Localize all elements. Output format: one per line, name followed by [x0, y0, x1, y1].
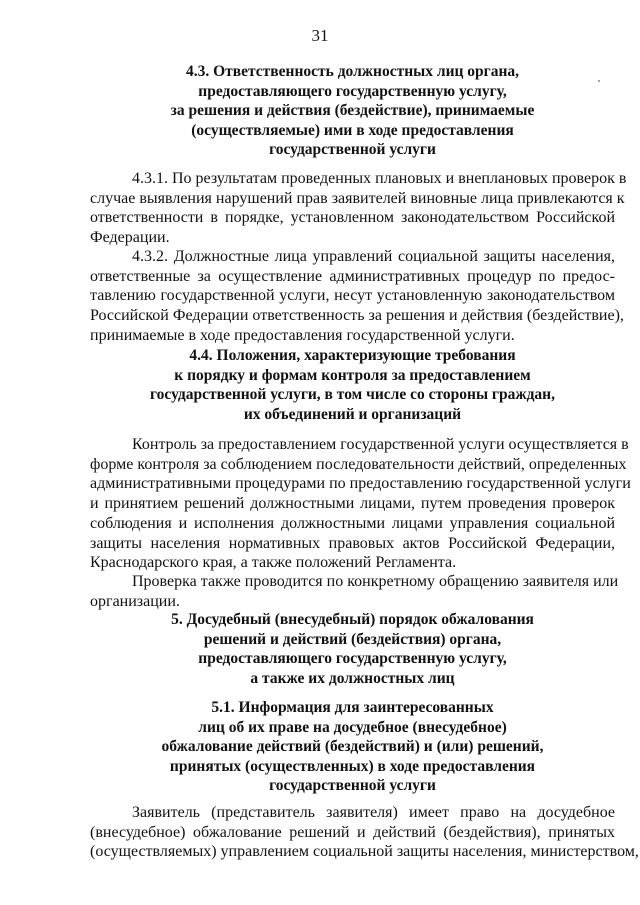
paragraph-4-4-control	[90, 435, 631, 573]
heading-line: государственной услуги, в том числе со стороны граждан,	[150, 386, 555, 403]
paragraph-line: Краснодарского края, а также положений Регламента.	[90, 554, 457, 572]
paragraph-line: Российской Федерации ответственность за решения и действия (бездействие),	[90, 307, 624, 325]
paragraph-4-4-check	[90, 572, 619, 611]
heading-line: обжалование действий (бездействий) и (или) решений,	[161, 738, 544, 755]
paragraph-line: Проверка также проводится по конкретному обращению заявителя или	[132, 573, 619, 590]
paragraph-line: (осуществляемых) управлением социальной защиты населения, министерством,	[90, 843, 639, 861]
heading-line: 5. Досудебный (внесудебный) порядок обжалования	[171, 611, 534, 628]
paragraph-line: ответственности в порядке, установленном законодательством Российской	[90, 209, 615, 227]
paragraph-line: принимаемые в ходе предоставления государственной услуги.	[90, 326, 515, 344]
heading-line: за решения и действия (бездействие), принимаемые	[170, 102, 535, 119]
paragraph-line: защиты населения нормативных правовых актов Российской Федерации,	[90, 534, 615, 552]
heading-line: а также их должностных лиц	[250, 669, 455, 687]
paragraph-line: тавлению государственной услуги, несут установленную законодательством	[90, 287, 615, 305]
heading-line: государственной услуги	[269, 141, 436, 158]
section-5-1-heading	[90, 698, 615, 796]
page-number: 31	[311, 26, 329, 45]
paragraph-4-3-2	[90, 247, 624, 346]
paragraph-4-3-1	[90, 169, 627, 248]
paragraph-line: ответственные за осуществление административных процедур по предос-	[90, 267, 615, 285]
paragraph-line: (внесудебное) обжалование решений и действий (бездействия), принятых	[90, 823, 615, 841]
heading-line: решений и действий (бездействия) органа,	[203, 630, 502, 648]
paragraph-line: Контроль за предоставлением государственной услуги осуществляется в	[132, 436, 629, 453]
heading-line: 4.4. Положения, характеризующие требования	[189, 347, 516, 364]
heading-line: 5.1. Информация для заинтересованных	[211, 699, 494, 716]
heading-line: принятых (осуществленных) в ходе предоставления	[169, 757, 536, 775]
paragraph-line: форме контроля за соблюдением последовательности действий, определенных	[90, 455, 627, 473]
paragraph-line: организации.	[90, 592, 180, 610]
paragraph-line: Федерации.	[90, 229, 170, 247]
heading-line: государственной услуги	[269, 777, 436, 794]
paragraph-line: административными процедурами по предоставлению государственной услуги	[90, 475, 631, 493]
paragraph-line: случае выявления нарушений прав заявителей виновные лица привлекаются к	[90, 189, 625, 207]
heading-line: предоставляющего государственную услугу,	[198, 650, 507, 667]
section-4-4-heading	[90, 346, 615, 424]
heading-line: 4.3. Ответственность должностных лиц органа,	[185, 63, 520, 80]
paragraph-line: Заявитель (представитель заявителя) имеет право на досудебное	[132, 804, 615, 821]
heading-line: предоставляющего государственную услугу,	[198, 82, 507, 100]
heading-line: к порядку и формам контроля за предоставлением	[174, 366, 531, 384]
heading-line: лиц об их праве на досудебное (внесудебное)	[198, 718, 507, 736]
heading-line: их объединений и организаций	[243, 405, 462, 423]
paragraph-line: и принятием решений должностными лицами, путем проведения проверок	[90, 495, 615, 513]
section-5-heading	[90, 610, 615, 688]
paragraph-5-1-applicant	[90, 803, 639, 862]
heading-line: (осуществляемые) ими в ходе предоставления	[191, 121, 514, 139]
section-4-3-heading	[90, 62, 615, 160]
paragraph-line: 4.3.1. По результатам проведенных плановых и внеплановых проверок в	[132, 170, 627, 187]
paragraph-line: 4.3.2. Должностные лица управлений социальной защиты населения,	[132, 248, 615, 265]
paragraph-line: соблюдения и исполнения должностными лицами управления социальной	[90, 514, 615, 532]
